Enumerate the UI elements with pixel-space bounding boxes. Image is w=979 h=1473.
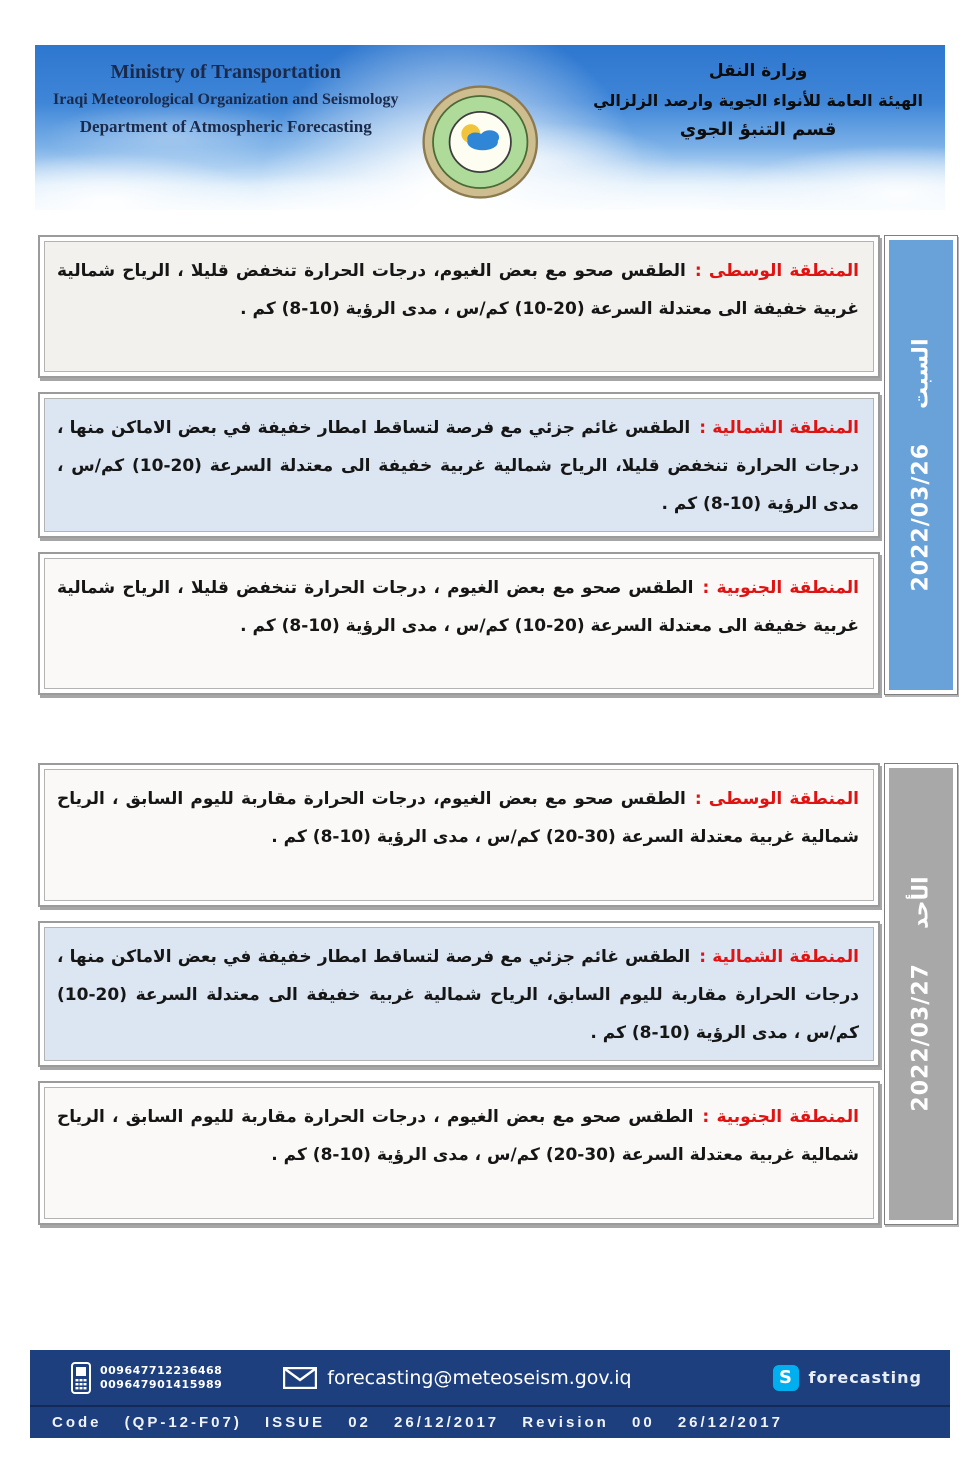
saturday-forecast-group xyxy=(38,235,958,695)
region-label: المنطقة الجنوبية : xyxy=(702,578,859,598)
sunday-forecast-boxes xyxy=(38,763,880,1225)
forecast-body: الطقس صحو مع بعض الغيوم، درجات الحرارة تنخفض قليلا ، الرياح شمالية غربية خفيفة الى معتدلة السرعة (20-10) كم/س ، مدى الرؤية (10-8) كم . xyxy=(57,261,859,319)
sunday-forecast-group xyxy=(38,763,958,1225)
email-address: forecasting@meteoseism.gov.iq xyxy=(327,1366,632,1389)
footer-contacts-row xyxy=(30,1350,950,1407)
forecast-text-northern xyxy=(44,398,874,532)
forecast-text-central xyxy=(44,769,874,901)
saturday-forecast-boxes xyxy=(38,235,880,695)
day-date: 2022/03/26 xyxy=(908,442,934,592)
saturday-date-label xyxy=(909,339,934,592)
forecast-body: الطقس صحو مع بعض الغيوم ، درجات الحرارة مقاربة لليوم السابق ، الرياح شمالية غربية معتدلة السرعة (30-20) كم/س ، مدى الرؤية (10-8) كم . xyxy=(57,1107,859,1165)
forecast-text-northern xyxy=(44,927,874,1061)
english-title-block xyxy=(53,59,398,140)
arabic-title-block xyxy=(593,57,923,144)
forecast-box-central xyxy=(38,235,880,378)
forecast-box-northern xyxy=(38,921,880,1067)
document-code-line: Code (QP-12-F07) ISSUE 02 26/12/2017 Revision 00 26/12/2017 xyxy=(52,1414,783,1431)
forecast-text-central xyxy=(44,241,874,372)
phone-number-1: 009647712236468 xyxy=(100,1363,223,1377)
phone-numbers xyxy=(100,1364,222,1392)
day-name: السبت xyxy=(908,338,934,409)
region-label: المنطقة الشمالية : xyxy=(699,947,860,967)
organization-title-ar: الهيئة العامة للأنواء الجوية وارصد الزلزالي xyxy=(593,91,923,110)
contact-footer xyxy=(30,1350,950,1438)
document-code-row xyxy=(30,1407,950,1438)
forecast-box-northern xyxy=(38,392,880,538)
forecast-box-southern xyxy=(38,1081,880,1225)
skype-name: forecasting xyxy=(808,1368,922,1387)
forecast-body: الطقس صحو مع بعض الغيوم ، درجات الحرارة تنخفض قليلا ، الرياح شمالية غربية خفيفة الى معتدلة السرعة (20-10) كم/س ، مدى الرؤية (10-8) كم . xyxy=(57,578,859,636)
forecast-box-central xyxy=(38,763,880,907)
forecast-text-southern xyxy=(44,1087,874,1219)
region-label: المنطقة الوسطى : xyxy=(694,789,859,809)
envelope-icon xyxy=(283,1367,317,1389)
sunday-date-label xyxy=(909,876,934,1111)
department-title-en: Department of Atmospheric Forecasting xyxy=(79,117,372,136)
region-label: المنطقة الجنوبية : xyxy=(702,1107,860,1127)
ministry-title-ar: وزارة النقل xyxy=(708,61,808,81)
department-title-ar: قسم التنبؤ الجوي xyxy=(679,119,837,140)
forecast-body: الطقس صحو مع بعض الغيوم، درجات الحرارة مقاربة لليوم السابق ، الرياح شمالية غربية معتدلة السرعة (30-20) كم/س ، مدى الرؤية (10-8) كم . xyxy=(57,789,859,847)
saturday-date-bar xyxy=(884,235,958,695)
phone-contact xyxy=(70,1362,222,1394)
forecast-box-southern xyxy=(38,552,880,695)
organization-seal-logo xyxy=(419,83,541,201)
forecast-body: الطقس غائم جزئي مع فرصة لتساقط امطار خفيفة في بعض الاماكن منها ، درجات الحرارة تنخفض قليلا، الرياح شمالية غربية خفيفة الى معتدلة السرعة (20-10) كم/س ، مدى الرؤية (10-8) كم . xyxy=(57,418,859,514)
skype-icon: S xyxy=(773,1365,799,1391)
organization-title-en: Iraqi Meteorological Organization and Seismology xyxy=(53,91,399,108)
day-date: 2022/03/27 xyxy=(908,963,934,1112)
forecast-body: الطقس غائم جزئي مع فرصة لتساقط امطار خفيفة في بعض الاماكن منها ، درجات الحرارة مقاربة لليوم السابق، الرياح شمالية غربية خفيفة الى معتدلة السرعة (20-10) كم/س ، مدى الرؤية (10-8) كم . xyxy=(57,947,859,1043)
cloud-icon xyxy=(467,130,499,150)
email-contact xyxy=(283,1367,631,1389)
forecast-text-southern xyxy=(44,558,874,689)
mobile-phone-icon xyxy=(70,1362,92,1394)
region-label: المنطقة الشمالية : xyxy=(699,418,860,438)
skype-contact xyxy=(773,1365,922,1391)
sunday-date-bar xyxy=(884,763,958,1225)
region-label: المنطقة الوسطى : xyxy=(694,261,859,281)
day-name: الأحد xyxy=(908,876,934,930)
ministry-title-en: Ministry of Transportation xyxy=(110,61,341,83)
phone-number-2: 009647901415989 xyxy=(100,1377,223,1391)
header-banner xyxy=(35,45,945,210)
